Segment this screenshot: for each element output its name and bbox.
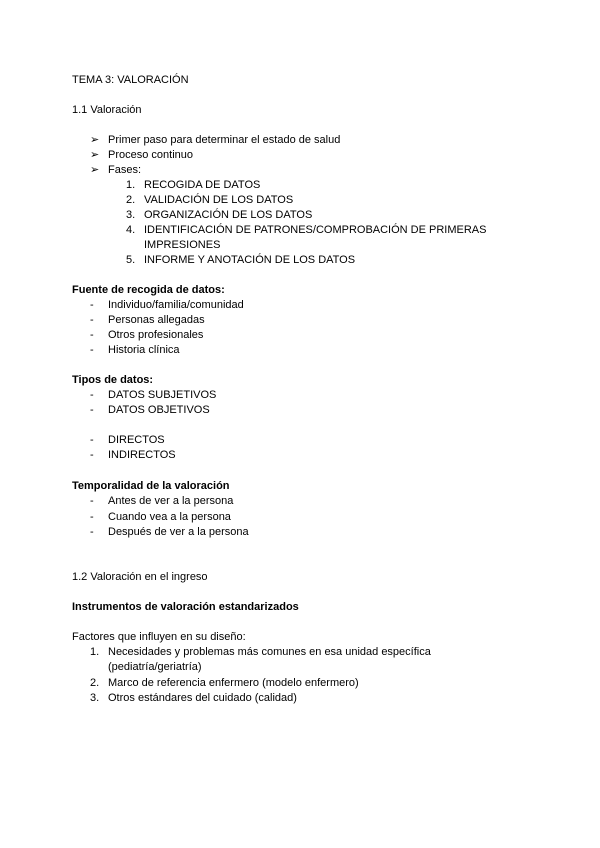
fuente-item: Otros profesionales bbox=[108, 329, 204, 341]
document-title: TEMA 3: VALORACIÓN bbox=[72, 74, 189, 86]
phase-item-continued: IMPRESIONES bbox=[144, 239, 221, 251]
section-2-heading: 1.2 Valoración en el ingreso bbox=[72, 571, 208, 583]
factor-number: 2. bbox=[90, 677, 100, 689]
temporalidad-item: Antes de ver a la persona bbox=[108, 495, 234, 507]
phase-number: 1. bbox=[126, 179, 136, 191]
bullet-item: Primer paso para determinar el estado de salud bbox=[108, 134, 341, 146]
section-2-subheading: Instrumentos de valoración estandarizados bbox=[72, 601, 299, 613]
temporalidad-item: Después de ver a la persona bbox=[108, 526, 249, 538]
fuente-heading: Fuente de recogida de datos: bbox=[72, 284, 225, 296]
factor-item: Necesidades y problemas más comunes en esa unidad específica bbox=[108, 646, 431, 658]
tipos-item: DATOS SUBJETIVOS bbox=[108, 389, 217, 401]
phase-number: 3. bbox=[126, 209, 136, 221]
phase-item: INFORME Y ANOTACIÓN DE LOS DATOS bbox=[144, 254, 356, 266]
phase-item: VALIDACIÓN DE LOS DATOS bbox=[144, 194, 294, 206]
dash-marker: - bbox=[90, 314, 94, 326]
factor-item: Otros estándares del cuidado (calidad) bbox=[108, 692, 297, 704]
phase-item: IDENTIFICACIÓN DE PATRONES/COMPROBACIÓN DE PRIMERAS bbox=[144, 224, 487, 236]
dash-marker: - bbox=[90, 389, 94, 401]
fuente-item: Individuo/familia/comunidad bbox=[108, 299, 244, 311]
factor-item: Marco de referencia enfermero (modelo enfermero) bbox=[108, 677, 359, 689]
dash-marker: - bbox=[90, 495, 94, 507]
bullet-arrow-icon: ➢ bbox=[90, 134, 100, 146]
factor-number: 1. bbox=[90, 646, 100, 658]
dash-marker: - bbox=[90, 344, 94, 356]
phase-item: RECOGIDA DE DATOS bbox=[144, 179, 261, 191]
dash-marker: - bbox=[90, 449, 94, 461]
tipos-heading: Tipos de datos: bbox=[72, 374, 154, 386]
dash-marker: - bbox=[90, 526, 94, 538]
bullet-arrow-icon: ➢ bbox=[90, 164, 100, 176]
bullet-arrow-icon: ➢ bbox=[90, 149, 100, 161]
factor-item-continued: (pediatría/geriatría) bbox=[108, 661, 202, 673]
dash-marker: - bbox=[90, 299, 94, 311]
dash-marker: - bbox=[90, 511, 94, 523]
factor-number: 3. bbox=[90, 692, 100, 704]
fuente-item: Historia clínica bbox=[108, 344, 180, 356]
tipos-item: DIRECTOS bbox=[108, 434, 165, 446]
dash-marker: - bbox=[90, 434, 94, 446]
temporalidad-item: Cuando vea a la persona bbox=[108, 511, 231, 523]
tipos-item: INDIRECTOS bbox=[108, 449, 176, 461]
phase-number: 4. bbox=[126, 224, 136, 236]
section-1-heading: 1.1 Valoración bbox=[72, 104, 142, 116]
bullet-item: Proceso continuo bbox=[108, 149, 193, 161]
factors-intro: Factores que influyen en su diseño: bbox=[72, 631, 246, 643]
phase-number: 2. bbox=[126, 194, 136, 206]
phase-item: ORGANIZACIÓN DE LOS DATOS bbox=[144, 209, 313, 221]
dash-marker: - bbox=[90, 404, 94, 416]
dash-marker: - bbox=[90, 329, 94, 341]
tipos-item: DATOS OBJETIVOS bbox=[108, 404, 210, 416]
fuente-item: Personas allegadas bbox=[108, 314, 205, 326]
bullet-item: Fases: bbox=[108, 164, 142, 176]
temporalidad-heading: Temporalidad de la valoración bbox=[72, 480, 230, 492]
phase-number: 5. bbox=[126, 254, 136, 266]
